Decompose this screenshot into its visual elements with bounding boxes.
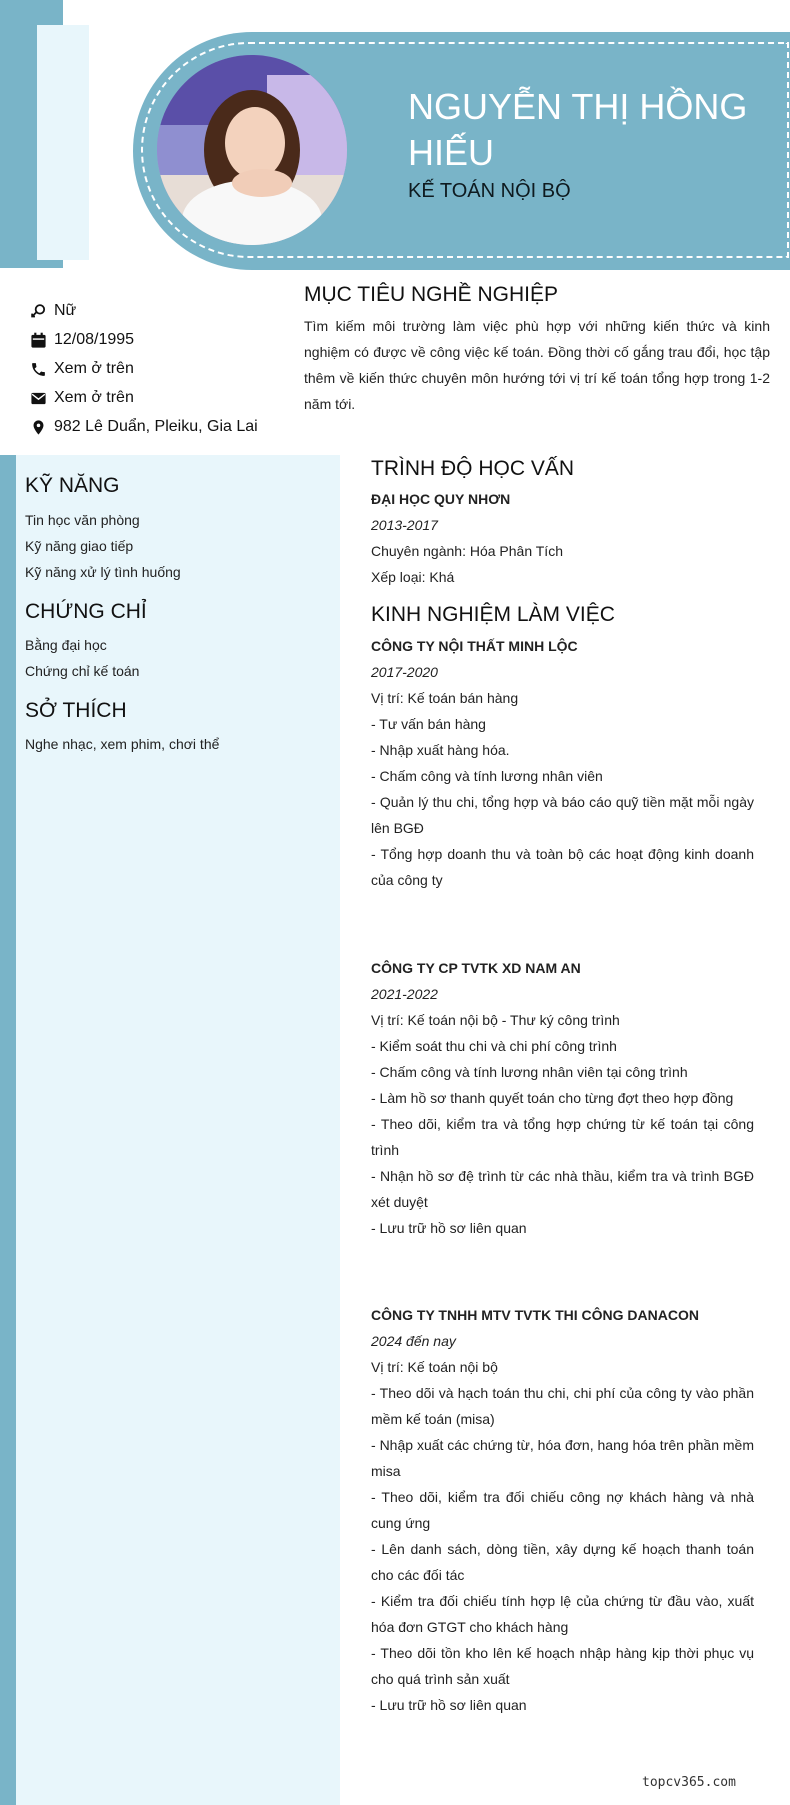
calendar-icon bbox=[28, 330, 48, 350]
contact-email bbox=[28, 386, 278, 410]
hobbies-list bbox=[25, 731, 219, 757]
job-period: 2021-2022 bbox=[371, 986, 438, 1002]
hobbies-title: SỞ THÍCH bbox=[25, 699, 127, 722]
contact-text: Xem ở trên bbox=[54, 389, 134, 406]
education-major: Chuyên ngành: Hóa Phân Tích bbox=[371, 543, 563, 559]
job-position: Vị trí: Kế toán nội bộ bbox=[371, 1359, 498, 1375]
list-item: Kỹ năng giao tiếp bbox=[25, 538, 134, 554]
job-task: - Nhập xuất hàng hóa. bbox=[371, 742, 510, 758]
job-task: - Chấm công và tính lương nhân viên tại công trình bbox=[371, 1064, 688, 1080]
job-task: - Theo dõi, kiểm tra và tổng hợp chứng từ kế toán tại công trình bbox=[371, 1116, 754, 1158]
education-period: 2013-2017 bbox=[371, 517, 438, 533]
gender-icon bbox=[28, 301, 48, 321]
contact-birthday bbox=[28, 328, 278, 352]
job-entry bbox=[371, 955, 754, 1241]
job-task: - Tổng hợp doanh thu và toàn bộ các hoạt động kinh doanh của công ty bbox=[371, 846, 754, 888]
header-left-panel bbox=[37, 25, 89, 260]
avatar-photo bbox=[157, 55, 347, 245]
list-item: Chứng chỉ kế toán bbox=[25, 663, 140, 679]
objective-title: MỤC TIÊU NGHỀ NGHIỆP bbox=[304, 283, 558, 306]
experience-title: KINH NGHIỆM LÀM VIỆC bbox=[371, 603, 615, 626]
job-period: 2024 đến nay bbox=[371, 1333, 456, 1349]
objective-text: Tìm kiếm môi trường làm việc phù hợp với những kiến thức và kinh nghiệm có được về công việc kế toán. Đồng thời cố gắng trau đổi, học tập thêm về kiến thức chuyên môn hướng tới vị trí kế toán tổng hợp trong 1-2 năm tới. bbox=[304, 318, 770, 412]
left-column-edge bbox=[0, 455, 16, 1805]
email-icon bbox=[28, 388, 48, 408]
contact-text: Xem ở trên bbox=[54, 360, 134, 377]
contact-phone bbox=[28, 357, 278, 381]
company-name: CÔNG TY TNHH MTV TVTK THI CÔNG DANACON bbox=[371, 1307, 699, 1323]
contact-text: Nữ bbox=[54, 302, 77, 319]
list-item: Bằng đại học bbox=[25, 637, 107, 653]
job-task: - Lưu trữ hồ sơ liên quan bbox=[371, 1697, 527, 1713]
job-title: KẾ TOÁN NỘI BỘ bbox=[408, 180, 571, 202]
job-task: - Theo dõi, kiểm tra đối chiếu công nợ khách hàng và nhà cung ứng bbox=[371, 1489, 754, 1531]
education-title: TRÌNH ĐỘ HỌC VẤN bbox=[371, 457, 575, 480]
list-item: Nghe nhạc, xem phim, chơi thể bbox=[25, 736, 220, 752]
contact-text: 982 Lê Duẩn, Pleiku, Gia Lai bbox=[54, 418, 258, 435]
job-task: - Quản lý thu chi, tổng hợp và báo cáo quỹ tiền mặt mỗi ngày lên BGĐ bbox=[371, 794, 754, 836]
location-icon bbox=[28, 417, 48, 437]
job-task: - Theo dõi tồn kho lên kế hoạch nhập hàng kịp thời phục vụ cho quá trình sản xuất bbox=[371, 1645, 754, 1687]
job-task: - Theo dõi và hạch toán thu chi, chi phí của công ty vào phần mềm kế toán (misa) bbox=[371, 1385, 754, 1427]
job-task: - Kiểm soát thu chi và chi phí công trình bbox=[371, 1038, 617, 1054]
watermark-footer: topcv365.com bbox=[642, 1775, 736, 1790]
job-task: - Chấm công và tính lương nhân viên bbox=[371, 768, 603, 784]
job-entry bbox=[371, 633, 754, 893]
certificates-title: CHỨNG CHỈ bbox=[25, 600, 147, 623]
job-task: - Lên danh sách, dòng tiền, xây dựng kế hoạch thanh toán cho các đối tác bbox=[371, 1541, 754, 1583]
list-item: Kỹ năng xử lý tình huống bbox=[25, 564, 181, 580]
job-task: - Nhận hồ sơ đệ trình từ các nhà thầu, kiểm tra và trình BGĐ xét duyệt bbox=[371, 1168, 754, 1210]
job-period: 2017-2020 bbox=[371, 664, 438, 680]
list-item: Tin học văn phòng bbox=[25, 512, 140, 528]
company-name: CÔNG TY NỘI THẤT MINH LỘC bbox=[371, 638, 578, 654]
candidate-name: NGUYỄN THỊ HỒNG HIẾU bbox=[408, 86, 748, 173]
company-name: CÔNG TY CP TVTK XD NAM AN bbox=[371, 960, 581, 976]
education-block bbox=[371, 486, 754, 590]
skills-title: KỸ NĂNG bbox=[25, 474, 120, 497]
phone-icon bbox=[28, 359, 48, 379]
job-entry bbox=[371, 1302, 754, 1718]
job-position: Vị trí: Kế toán bán hàng bbox=[371, 690, 519, 706]
contact-address bbox=[28, 415, 278, 439]
job-task: - Làm hồ sơ thanh quyết toán cho từng đợt theo hợp đồng bbox=[371, 1090, 734, 1106]
job-task: - Tư vấn bán hàng bbox=[371, 716, 486, 732]
job-task: - Nhập xuất các chứng từ, hóa đơn, hang hóa trên phần mềm misa bbox=[371, 1437, 754, 1479]
job-task: - Lưu trữ hồ sơ liên quan bbox=[371, 1220, 527, 1236]
school-name: ĐẠI HỌC QUY NHƠN bbox=[371, 491, 511, 507]
job-position: Vị trí: Kế toán nội bộ - Thư ký công trình bbox=[371, 1012, 620, 1028]
avatar bbox=[157, 55, 347, 245]
contact-gender bbox=[28, 299, 278, 323]
education-grade: Xếp loại: Khá bbox=[371, 569, 455, 585]
contact-text: 12/08/1995 bbox=[54, 331, 135, 348]
certificates-list bbox=[25, 632, 139, 684]
job-task: - Kiểm tra đối chiếu tính hợp lệ của chứng từ đầu vào, xuất hóa đơn GTGT cho khách hàng bbox=[371, 1593, 754, 1635]
skills-list bbox=[25, 507, 181, 585]
